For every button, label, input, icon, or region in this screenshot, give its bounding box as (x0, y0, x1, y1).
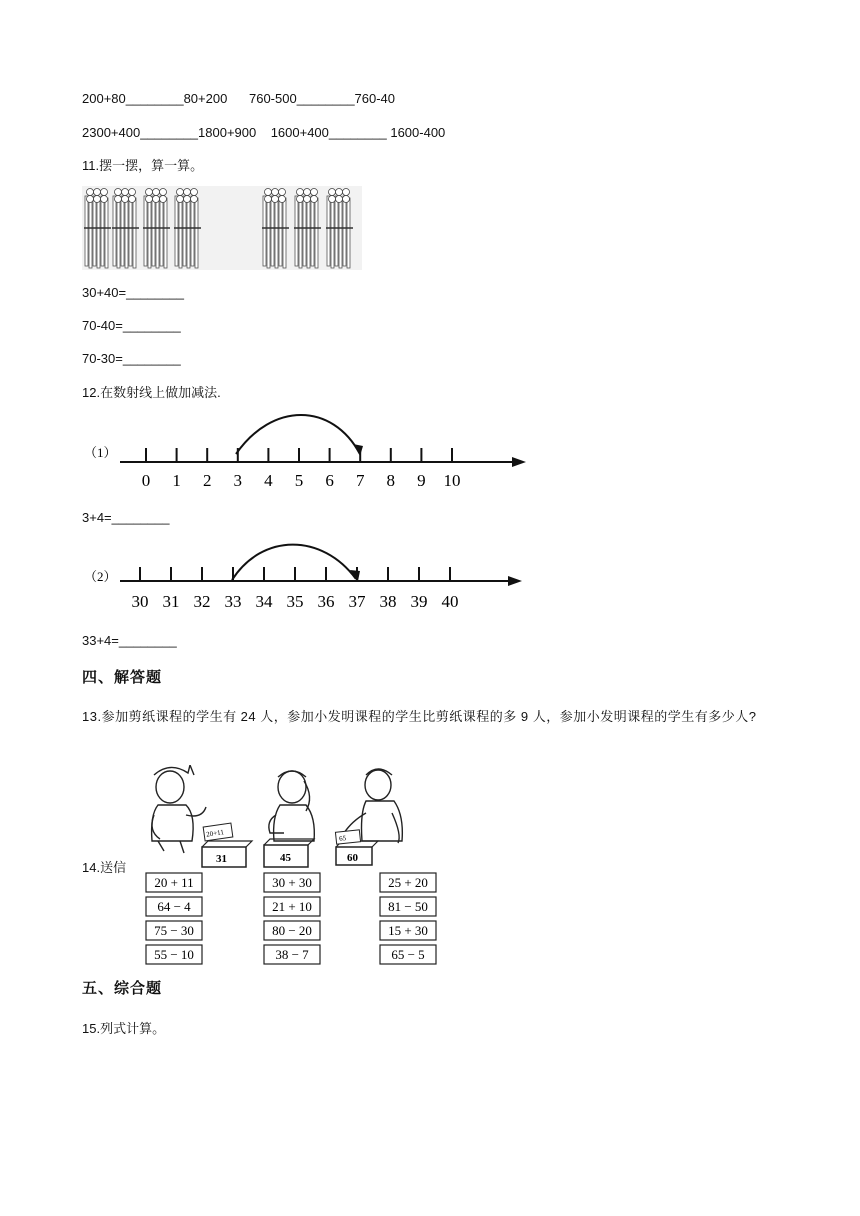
expression-card-text: 81 − 50 (388, 899, 428, 914)
expression-card-text: 65 − 5 (391, 947, 425, 962)
expression-card-text: 30 + 30 (272, 875, 312, 890)
number-line-2-tick-label: 33 (224, 592, 242, 611)
stick-bundle-icon (112, 189, 139, 269)
number-line-2-tick-label: 30 (131, 592, 149, 611)
q11-title: 11.摆一摆，算一算。 (82, 158, 204, 173)
number-line-2-label: （2） (84, 569, 117, 584)
girl-figure (152, 765, 206, 853)
mail-delivery-image (140, 765, 440, 970)
q11-equation-2: 70-40=________ (82, 318, 181, 333)
expression-card-text: 75 − 30 (154, 923, 194, 938)
expression-card-text: 25 + 20 (388, 875, 428, 890)
number-line-1-tick-label: 0 (141, 471, 151, 490)
number-line-2-tick-label: 32 (193, 592, 211, 611)
number-line-1-tick-label: 1 (172, 471, 181, 490)
q11-equation-1: 30+40=________ (82, 285, 184, 300)
number-line-2-tick-label: 35 (286, 592, 304, 611)
mailbox-2 (264, 839, 314, 867)
number-line-1-tick-label: 3 (233, 471, 243, 490)
stick-bundle-icon (174, 189, 201, 269)
boy-figure-1 (269, 771, 314, 841)
expression-card-text: 15 + 30 (388, 923, 428, 938)
number-line-1-tick-label: 5 (294, 471, 304, 490)
expression-card-text: 38 − 7 (275, 947, 309, 962)
compare-line-2: 2300+400________1800+900 1600+400________ 1600-400 (82, 125, 446, 140)
mailbox-1-letter: 20+11 (205, 828, 225, 839)
stick-bundle-icon (326, 189, 353, 269)
number-line-1-tick-label: 8 (386, 471, 396, 490)
number-line-1 (82, 410, 542, 495)
number-line-2-tick-label: 34 (255, 592, 273, 611)
number-line-1-tick-label: 6 (325, 471, 334, 490)
sticks-bundles-image (82, 186, 362, 270)
number-line-2-tick-label: 37 (348, 592, 366, 611)
number-line-2-tick-label: 31 (162, 592, 180, 611)
number-line-1-tick-label: 7 (355, 471, 365, 490)
q15-text: 15.列式计算。 (82, 1021, 166, 1036)
section-5-heading: 五、综合题 (82, 980, 163, 997)
q12-equation-1: 3+4=________ (82, 510, 170, 525)
compare-line-1: 200+80________80+200 760-500________760-40 (82, 91, 396, 106)
stick-bundle-icon (294, 189, 321, 269)
q12-equation-2: 33+4=________ (82, 633, 177, 648)
q12-title: 12.在数射线上做加减法. (82, 385, 221, 400)
number-line-1-tick-label: 4 (264, 471, 273, 490)
number-line-2-tick-label: 39 (410, 592, 428, 611)
mailbox-2-number: 45 (280, 852, 291, 864)
number-line-1-tick-label: 9 (417, 471, 426, 490)
number-line-2-tick-label: 40 (441, 592, 459, 611)
expression-card-text: 64 − 4 (157, 899, 191, 914)
mailbox-3 (335, 830, 378, 865)
stick-bundle-icon (262, 189, 289, 269)
mailbox-3-letter: 65 (338, 834, 347, 843)
number-line-2 (82, 535, 542, 620)
number-line-1-tick-label: 2 (202, 471, 212, 490)
mailbox-1-number: 31 (216, 853, 227, 865)
number-line-2-tick-label: 36 (317, 592, 335, 611)
expression-card-text: 20 + 11 (154, 875, 194, 890)
number-line-2-tick-label: 38 (379, 592, 397, 611)
expression-card-text: 55 − 10 (154, 947, 194, 962)
number-line-1-tick-label: 10 (443, 471, 461, 490)
expression-card-text: 80 − 20 (272, 923, 312, 938)
q14-label: 14.送信 (82, 860, 127, 875)
q11-equation-3: 70-30=________ (82, 351, 181, 366)
q13-text: 13.参加剪纸课程的学生有 24 人，参加小发明课程的学生比剪纸课程的多 9 人，参加小发明课程的学生有多少人? (82, 709, 757, 724)
stick-bundle-icon (143, 189, 170, 269)
stick-bundle-icon (84, 189, 111, 269)
number-line-1-label: （1） (84, 445, 117, 460)
mailbox-1 (202, 823, 252, 867)
section-4-heading: 四、解答题 (82, 669, 163, 686)
mailbox-3-number: 60 (347, 852, 358, 864)
expression-card-text: 21 + 10 (272, 899, 312, 914)
